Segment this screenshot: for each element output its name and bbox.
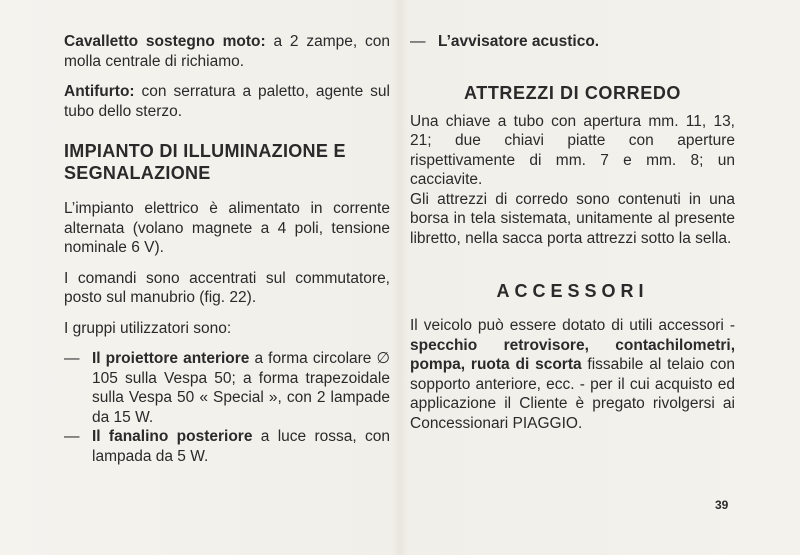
paragraph-gruppi: I gruppi utilizzatori sono: [64,319,232,337]
text-fanalino: a luce rossa, con lampada da 5 W. [92,428,390,465]
text-accessori-rest: fissabile al telaio con sopporto anteriore, ecc. - per il cui acquisto ed applicazione il Cliente è pregato rivolgersi ai Concessionari PIAGGIO. [410,356,735,432]
heading-attrezzi: ATTREZZI DI CORREDO [463,82,682,103]
heading-accessori: ACCESSORI [496,281,649,301]
list-item-proiettore [64,349,390,427]
dash: — [64,428,80,445]
paragraph-comandi: I comandi sono accentrati sul commutatore, posto sul manubrio (fig. 22). [64,269,390,306]
list-item-fanalino [64,427,390,466]
paragraph-impianto: L’impianto elettrico è alimentato in corrente alternata (volano magnete a 4 poli, tensione nominale 6 V). [64,200,390,256]
page-number: 39 [715,498,729,512]
right-column [410,32,735,433]
term-antifurto: Antifurto: [64,83,135,100]
list-item-avvisatore [410,32,735,52]
term-avvisatore: L’avvisatore acustico. [438,33,600,50]
term-accessori-list: specchio retrovisore, contachilometri, pompa, ruota di scorta [410,336,735,373]
dash: — [64,350,80,367]
term-fanalino: Il fanalino posteriore [92,428,253,445]
text-antifurto: con serratura a paletto, agente sul tubo dello sterzo. [64,83,390,120]
text-accessori-intro: Il veicolo può essere dotato di utili accessori - [410,317,735,334]
text-cavalletto: a 2 zampe, con molla centrale di richiamo. [64,33,390,70]
term-cavalletto: Cavalletto sostegno moto: [64,33,266,50]
paragraph-accessori [410,316,735,433]
left-column [64,32,390,466]
paragraph-antifurto [64,82,390,121]
text-proiettore: a forma circolare ∅ 105 sulla Vespa 50; a forma trapezoidale sulla Vespa 50 « Special », con 2 lampade da 15 W. [92,350,390,426]
paragraph-cavalletto [64,32,390,71]
term-proiettore: Il proiettore anteriore [92,350,250,367]
paragraph-borsa: Gli attrezzi di corredo sono contenuti in una borsa in tela sistemata, unitamente al presente libretto, nella sacca porta attrezzi sotto la sella. [410,190,735,247]
heading-impianto: IMPIANTO DI ILLUMINAZIONE E SEGNALAZIONE [64,141,346,183]
dash: — [410,33,426,50]
paragraph-chiavi: Una chiave a tubo con apertura mm. 11, 13, 21; due chiavi piatte con aperture rispettivamente di mm. 7 e mm. 8; un cacciavite. [410,112,735,188]
